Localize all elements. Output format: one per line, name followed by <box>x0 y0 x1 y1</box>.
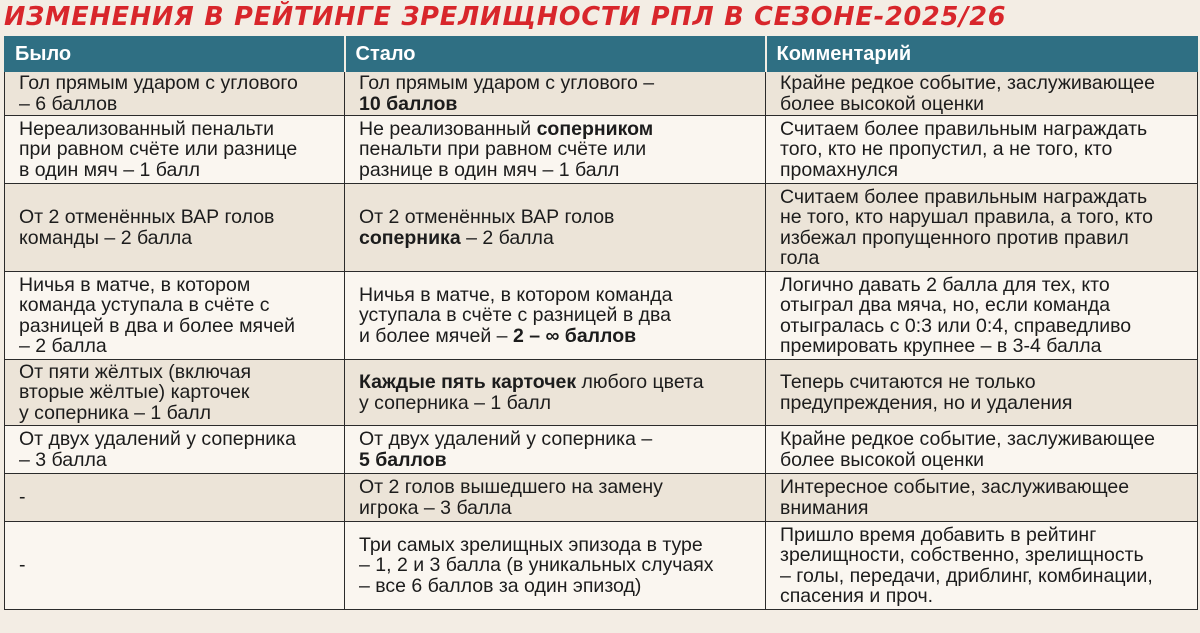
cell-now-text: От 2 отменённых ВАР голов соперника – 2 балла <box>359 206 615 249</box>
cell-now <box>345 474 766 522</box>
cell-comment <box>766 522 1198 610</box>
cell-now-text: Ничья в матче, в котором команда уступала в счёте с разницей в два и более мячей – 2 – ∞ баллов <box>359 283 673 347</box>
table-row <box>5 522 1198 610</box>
cell-was-text: От двух удалений у соперника – 3 балла <box>19 428 296 471</box>
cell-now <box>345 72 766 116</box>
cell-comment-text: Пришло время добавить в рейтинг зрелищности, собственно, зрелищность – голы, передачи, дриблинг, комбинации, спасения и проч. <box>780 523 1153 607</box>
cell-comment <box>766 272 1198 360</box>
column-header-was: Было <box>5 37 345 72</box>
table-row <box>5 272 1198 360</box>
cell-comment-text: Крайне редкое событие, заслуживающее более высокой оценки <box>780 72 1155 115</box>
cell-comment <box>766 184 1198 272</box>
cell-was-text: Нереализованный пенальти при равном счёте или разнице в один мяч – 1 балл <box>19 117 298 181</box>
cell-comment <box>766 360 1198 426</box>
cell-now-text: Гол прямым ударом с углового – 10 баллов <box>359 72 655 115</box>
cell-was-text: Ничья в матче, в котором команда уступала в счёте с разницей в два и более мячей – 2 балла <box>19 273 295 357</box>
cell-now-text: Каждые пять карточек любого цвета у соперника – 1 балл <box>359 371 704 414</box>
cell-was-text: Гол прямым ударом с углового – 6 баллов <box>19 72 298 115</box>
cell-was <box>5 522 345 610</box>
cell-was <box>5 426 345 474</box>
page-title: ИЗМЕНЕНИЯ В РЕЙТИНГЕ ЗРЕЛИЩНОСТИ РПЛ В СЕЗОНЕ-2025/26 <box>4 2 1007 32</box>
cell-comment <box>766 116 1198 184</box>
cell-was-text: От 2 отменённых ВАР голов команды – 2 балла <box>19 206 275 249</box>
cell-comment-text: Считаем более правильным награждать того, кто не пропустил, а не того, кто промахнулся <box>780 117 1148 181</box>
cell-now <box>345 116 766 184</box>
cell-now <box>345 184 766 272</box>
table-header-row <box>5 37 1198 72</box>
column-header-comment: Комментарий <box>766 37 1198 72</box>
cell-now-text: Не реализованный соперником пенальти при равном счёте или разнице в один мяч – 1 балл <box>359 117 654 181</box>
cell-now-text: От двух удалений у соперника – 5 баллов <box>359 428 653 471</box>
cell-comment-text: Теперь считаются не только предупреждения, но и удаления <box>780 371 1073 414</box>
cell-now <box>345 426 766 474</box>
cell-now <box>345 360 766 426</box>
cell-comment <box>766 426 1198 474</box>
cell-comment <box>766 474 1198 522</box>
cell-now-text: Три самых зрелищных эпизода в туре – 1, 2 и 3 балла (в уникальных случаях – все 6 баллов за один эпизод) <box>359 533 714 597</box>
cell-now-text: От 2 голов вышедшего на замену игрока – 3 балла <box>359 476 663 519</box>
cell-comment-text: Крайне редкое событие, заслуживающее более высокой оценки <box>780 428 1155 471</box>
rating-changes-table <box>4 36 1198 610</box>
cell-was <box>5 272 345 360</box>
cell-was-text: - <box>19 486 26 509</box>
cell-now <box>345 272 766 360</box>
cell-comment-text: Считаем более правильным награждать не того, кто нарушал правила, а того, кто избежал пропущенного против правил гола <box>780 185 1154 269</box>
table-row <box>5 426 1198 474</box>
cell-comment <box>766 72 1198 116</box>
table-row <box>5 184 1198 272</box>
column-header-now: Стало <box>345 37 766 72</box>
table-row <box>5 72 1198 116</box>
table-row <box>5 474 1198 522</box>
cell-was <box>5 116 345 184</box>
table-row <box>5 360 1198 426</box>
cell-was <box>5 184 345 272</box>
cell-was <box>5 360 345 426</box>
cell-comment-text: Интересное событие, заслуживающее внимания <box>780 476 1130 519</box>
cell-was <box>5 72 345 116</box>
table-row <box>5 116 1198 184</box>
cell-was-text: - <box>19 554 26 577</box>
cell-comment-text: Логично давать 2 балла для тех, кто отыграл два мяча, но, если команда отыгралась с 0:3 или 0:4, справедливо премировать крупнее – в 3-4 балла <box>780 273 1132 357</box>
cell-was-text: От пяти жёлтых (включая вторые жёлтые) карточек у соперника – 1 балл <box>19 360 252 424</box>
cell-was <box>5 474 345 522</box>
cell-now <box>345 522 766 610</box>
